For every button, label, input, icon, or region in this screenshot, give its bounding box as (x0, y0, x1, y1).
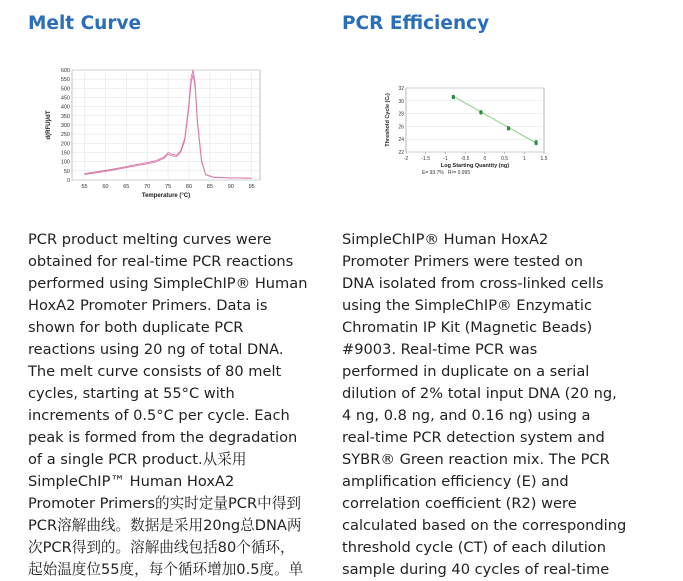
right-paragraph-line: Promoter Primers were tested on (342, 253, 583, 270)
y-tick-label: 400 (60, 104, 70, 111)
x-tick-label: -2 (403, 156, 409, 162)
x-axis-label: Temperature (°C) (141, 193, 191, 199)
y-tick-label: 600 (60, 68, 70, 74)
left-paragraph-line: obtained for real-time PCR reactions (28, 253, 294, 270)
right-paragraph-line: SimpleChIP® Human HoxA2 (342, 231, 549, 248)
right-paragraph-line: DNA isolated from cross-linked cells (342, 275, 604, 292)
x-tick-label: 65 (123, 184, 130, 190)
left-paragraph-line: The melt curve consists of 80 melt (28, 363, 282, 380)
x-axis-label: Log Starting Quantity (ng) (440, 163, 510, 169)
y-tick-label: 26 (398, 124, 404, 131)
melt-curve-heading: Melt Curve (28, 13, 142, 34)
plot-area (406, 88, 544, 152)
x-tick-label: 90 (227, 184, 234, 190)
y-tick-label: 300 (60, 123, 70, 129)
y-tick-label: 500 (60, 86, 70, 93)
left-paragraph-line: increments of 0.5°C per cycle. Each (28, 407, 290, 424)
x-tick-label: 55 (81, 184, 88, 190)
x-tick-label: 1 (522, 156, 526, 162)
data-point (452, 95, 455, 98)
left-paragraph-line: performed using SimpleChIP® Human (28, 275, 308, 292)
y-tick-label: 200 (60, 141, 70, 148)
x-tick-label: 1.5 (540, 156, 548, 162)
right-paragraph-line: calculated based on the corresponding (342, 517, 627, 534)
left-paragraph-line: cycles, starting at 55°C with (28, 385, 235, 402)
left-paragraph-line: of a single PCR product.从采用 (28, 451, 247, 468)
x-tick-label: 95 (248, 184, 255, 190)
left-paragraph-line: reactions using 20 ng of total DNA. (28, 341, 284, 358)
y-tick-label: 350 (60, 113, 70, 120)
pcr-efficiency-heading: PCR Efficiency (342, 13, 490, 34)
x-tick-label: -0.5 (460, 156, 470, 162)
right-paragraph-line: threshold cycle (CT) of each dilution (342, 539, 606, 556)
pcr-efficiency-description (342, 229, 642, 581)
pcr-efficiency-chart (382, 82, 567, 182)
left-paragraph-line: shown for both duplicate PCR (28, 319, 244, 336)
y-tick-label: 22 (398, 150, 404, 156)
x-tick-label: -1.5 (421, 156, 431, 162)
right-paragraph-line: sample during 40 cycles of real-time (342, 561, 610, 578)
x-tick-label: 0 (483, 156, 487, 162)
left-paragraph-line: peak is formed from the degradation (28, 429, 298, 446)
y-tick-label: 30 (398, 98, 404, 105)
right-paragraph-line: dilution of 2% total input DNA (20 ng, (342, 385, 617, 402)
data-point (535, 140, 538, 143)
right-paragraph-line: 4 ng, 0.8 ng, and 0.16 ng) using a (342, 407, 591, 424)
left-paragraph-line: 起始温度位55度，每个循环增加0.5度。单 (28, 561, 304, 578)
left-paragraph-line: PCR溶解曲线。数据是采用20ng总DNA两 (28, 517, 302, 534)
right-paragraph-line: correlation coefficient (R2) were (342, 495, 577, 512)
x-tick-label: 85 (206, 184, 213, 190)
y-tick-label: 50 (63, 168, 70, 175)
melt-curve-description (28, 229, 318, 581)
right-paragraph-line: SYBR® Green reaction mix. The PCR (342, 451, 610, 468)
y-tick-label: 550 (60, 77, 70, 84)
y-tick-label: 0 (66, 178, 70, 184)
left-paragraph-line: PCR product melting curves were (28, 231, 272, 248)
right-paragraph-line: performed in duplicate on a serial (342, 363, 590, 380)
data-point (479, 110, 482, 113)
y-tick-label: 28 (398, 111, 404, 118)
x-tick-label: 80 (185, 184, 193, 190)
y-tick-label: 250 (60, 132, 70, 139)
left-paragraph-line: 次PCR得到的。溶解曲线包括80个循环， (28, 539, 295, 556)
left-paragraph-line: SimpleChIP™ Human HoxA2 (28, 473, 235, 490)
annotation: E= 93.7% (422, 170, 444, 176)
left-paragraph-line: HoxA2 Promoter Primers. Data is (28, 297, 268, 314)
right-paragraph-line: amplification efficiency (E) and (342, 473, 569, 490)
x-tick-label: 75 (165, 184, 172, 190)
x-tick-label: 0.5 (501, 156, 509, 162)
right-paragraph-line: using the SimpleChIP® Enzymatic (342, 297, 592, 314)
annotation: R²= 0.995 (448, 170, 471, 176)
y-axis-label: d(RFU)/dT (46, 110, 52, 140)
melt-curve-chart (40, 62, 270, 202)
y-tick-label: 150 (60, 150, 70, 157)
right-paragraph-line: #9003. Real-time PCR was (342, 341, 538, 358)
x-tick-label: -1 (443, 156, 448, 162)
y-tick-label: 450 (60, 95, 70, 102)
y-tick-label: 24 (398, 137, 404, 144)
y-tick-label: 100 (60, 159, 70, 166)
y-tick-label: 32 (398, 86, 404, 92)
data-point (507, 126, 510, 129)
left-paragraph-line: Promoter Primers的实时定量PCR中得到 (28, 495, 301, 512)
x-tick-label: 60 (102, 184, 109, 190)
right-paragraph-line: Chromatin IP Kit (Magnetic Beads) (342, 319, 593, 336)
x-tick-label: 70 (144, 184, 151, 190)
right-paragraph-line: real-time PCR detection system and (342, 429, 605, 446)
y-axis-label: Threshold Cycle (Cₜ) (385, 93, 391, 147)
